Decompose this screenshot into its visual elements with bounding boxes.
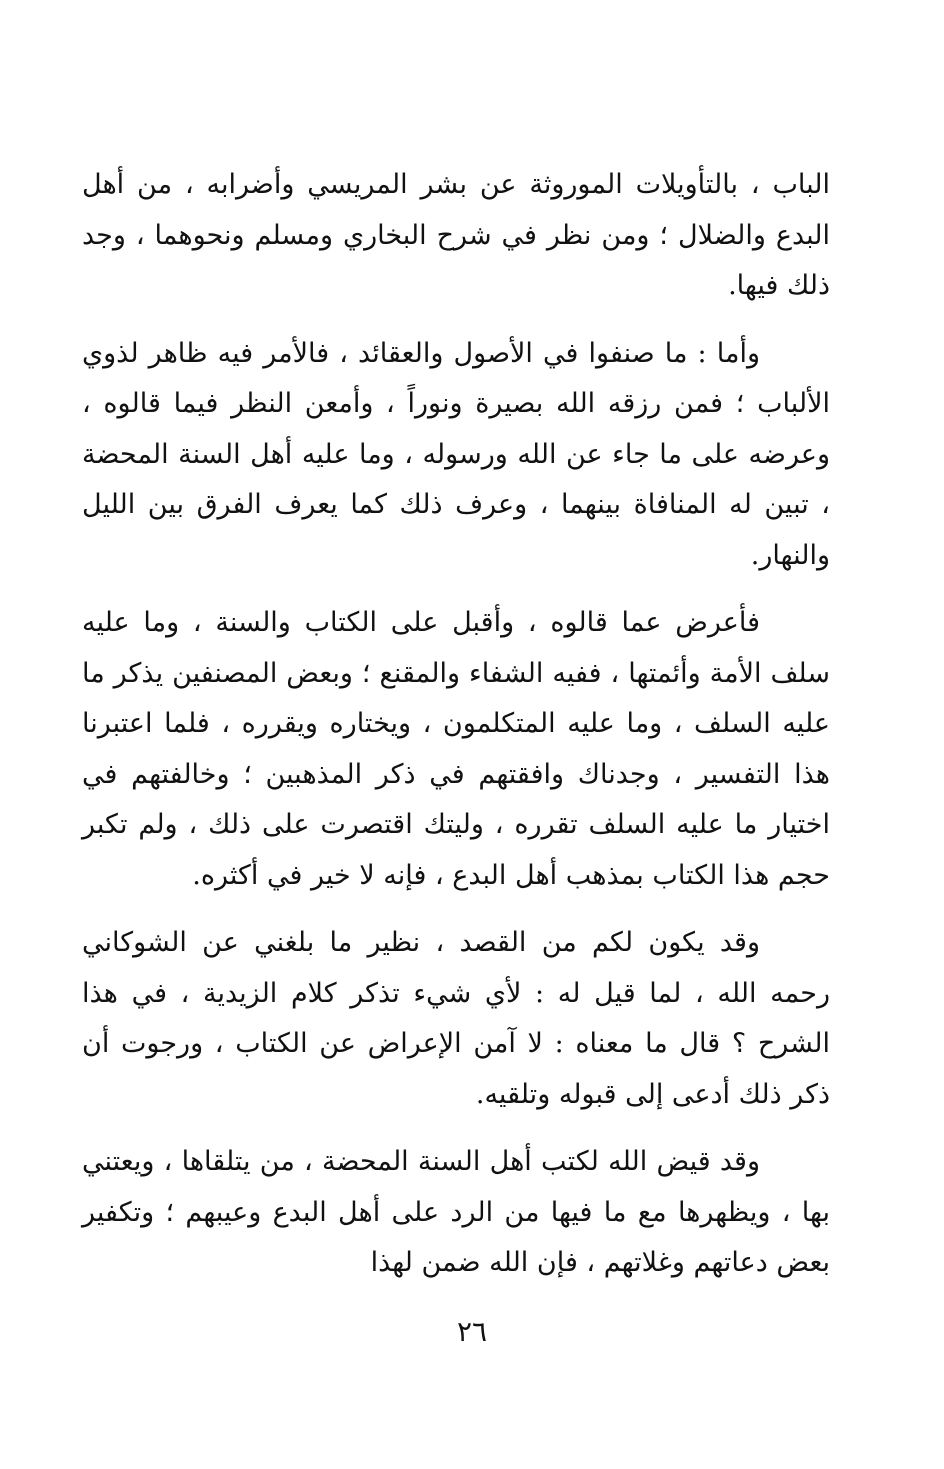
paragraph-1: الباب ، بالتأويلات الموروثة عن بشر المريسي وأضرابه ، من أهل البدع والضلال ؛ ومن نظر في شرح البخاري ومسلم ونحوهما ، وجد ذلك فيها. xyxy=(82,169,830,301)
paragraph-2: وأما : ما صنفوا في الأصول والعقائد ، فالأمر فيه ظاهر لذوي الألباب ؛ فمن رزقه الله بصيرة ونوراً ، وأمعن النظر فيما قالوه ، وعرضه على ما جاء عن الله ورسوله ، وما عليه أهل السنة المحضة ، تبين له المنافاة بينهما ، وعرف ذلك كما يعرف الفرق بين الليل والنهار. xyxy=(82,337,830,571)
paragraph-4: وقد يكون لكم من القصد ، نظير ما بلغني عن الشوكاني رحمه الله ، لما قيل له : لأي شيء تذكر كلام الزيدية ، في هذا الشرح ؟ قال ما معناه : لا آمن الإعراض عن الكتاب ، ورجوت أن ذكر ذلك أدعى إلى قبوله وتلقيه. xyxy=(82,927,830,1110)
page-number: ٢٦ xyxy=(456,1315,488,1348)
paragraph-3: فأعرض عما قالوه ، وأقبل على الكتاب والسنة ، وما عليه سلف الأمة وأئمتها ، ففيه الشفاء والمقنع ؛ وبعض المصنفين يذكر ما عليه السلف ، وما عليه المتكلمون ، ويختاره ويقرره ، فلما اعتبرنا هذا التفسير ، وجدناك وافقتهم في ذكر المذهبين ؛ وخالفتهم في اختيار ما عليه السلف تقرره ، وليتك اقتصرت على ذلك ، ولم تكبر حجم هذا الكتاب بمذهب أهل البدع ، فإنه لا خير في أكثره. xyxy=(82,607,830,891)
body-text xyxy=(82,160,830,1306)
paragraph-5: وقد قيض الله لكتب أهل السنة المحضة ، من يتلقاها ، ويعتني بها ، ويظهرها مع ما فيها من الرد على أهل البدع وعيبهم ؛ وتكفير بعض دعاتهم وغلاتهم ، فإن الله ضمن لهذا xyxy=(82,1146,830,1278)
